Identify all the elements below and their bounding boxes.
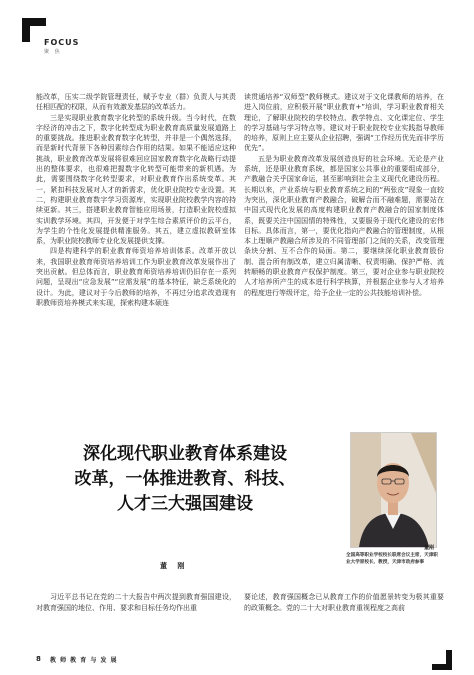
bottom-right-frame-mark xyxy=(432,650,452,670)
paragraph: 四是构建科学的职业教育师资培养培训体系。改革开放以来，我国职业教育师资培养培训工作为职业教育改革发展作出了突出贡献。但总体而言，职业教育师资培养培训仍旧存在一系列问题，呈现出“应急发展”“应需发展”的基本特征，缺乏系统化的设计。为此，建议对于今后教师的培养，不再过分追求改造现有职教师资培养模式来实现，探索构建本硕连 xyxy=(36,247,236,307)
article-title-line: 深化现代职业教育体系建设 xyxy=(83,444,287,464)
paragraph: 能改革，压实二级学院管理责任，赋予专业（群）负责人与其责任相匹配的权限，从而有效激发基层的改革活力。 xyxy=(36,93,236,112)
article-body-right xyxy=(244,592,444,613)
paragraph: 读贯通培养“双师型”教师模式。建议对于文化课教师的培养，在进入岗位前，应积极开展“职业教育+”培训，学习职业教育相关理论，了解职业院校的学校特点、教学特点、文化课定位、学生的学习基础与学习特点等。建议对于职业院校专业实践指导教师的培养，原则上应主要从企业招聘，强调“工作经历优先而非学历优先”。 xyxy=(244,93,444,153)
article-title-line: 改革，一体推进教育、科技、 xyxy=(74,469,296,489)
author-portrait-image xyxy=(351,433,436,547)
paragraph: 要论述，教育强国概念已从教育工作的价值愿景转变为极其重要的政策概念。党的二十大对职业教育重视程度之高前 xyxy=(244,593,444,612)
section-sub-label: 聚 焦 xyxy=(44,49,62,55)
article-title-line: 人才三大强国建设 xyxy=(117,494,253,514)
left-text-column xyxy=(36,92,236,308)
article-title xyxy=(40,442,330,517)
page-number: 8 xyxy=(36,655,41,663)
author-photo xyxy=(350,432,437,548)
article-body-left xyxy=(36,592,236,613)
section-label: FOCUS xyxy=(44,38,80,47)
magazine-name: 教 师 教 育 与 发 展 xyxy=(50,657,118,664)
photo-caption: 全国高等职业学校校长联席会议主席，天津职业大学原校长、教授，天津市政府参事 xyxy=(346,553,438,565)
right-text-column xyxy=(244,92,444,298)
top-left-frame-mark xyxy=(22,18,46,42)
paragraph: 三是实现职业教育数字化转型的系统升级。当今时代，在数字经济的冲击之下，数字化转型成为职业教育高质量发展道路上的重要挑战。推进职业教育数字化转型，并非是一个偶然选择，而是新时代背景下各种因素综合作用的结果。如果不能适应这种挑战，职业教育改革发展将很难回应国家教育数字化战略行动提出的整体要求，也很难把握数字化转型可能带来的新机遇。为此，需要围绕数字化转型要求，对职业教育作出系统变革。其一，紧扣科技发展对人才的新需求，优化职业院校专业设置。其二，构建职业教育数字学习资源库，实现职业院校教学内容的持续更新。其三，搭建职业教育智能应用场景，打造职业院校虚拟实训教学环境。其四，开发便于对学生综合素质评价的云平台，为学生的个性化发展提供精准服务。其五，建立虚拟教研室体系，为职业院校教师专业化发展提供支撑。 xyxy=(36,113,236,246)
article-author: 董 刚 xyxy=(160,562,189,570)
photo-name: 董刚 xyxy=(424,545,435,551)
paragraph: 习近平总书记在党的二十大报告中两次提到教育强国建设，对教育强国的地位、作用、要求和目标任务均作出重 xyxy=(36,593,236,612)
paragraph: 五是为职业教育改革发展创造良好的社会环境。无论是产业系统，还是职业教育系统，都是国家公共事业的重要组成部分，产教融合关乎国家命运，甚至影响到社会主义现代化建设历程。长期以来，产业系统与职业教育系统之间的“两张皮”现象一直较为突出，深化职业教育产教融合，破解合而不融难题，需要站在中国式现代化发展的高度构建职业教育产教融合的国家制度体系，既要关注中国国情的特殊性，又要服务于现代化建设的宏伟目标。具体而言，第一，要优化指向产教融合的管理制度，从根本上理顺产教融合所涉及的不同管理部门之间的关系，改变管理条块分割、互不合作的局面。第二，要继续深化职业教育股份制、混合所有制改革，建立归属清晰、权责明确、保护严格、流转顺畅的职业教育产权保护制度。第三，要对企业参与职业院校人才培养所产生的成本进行科学核算，并根据企业参与人才培养的程度进行等级评定，给予企业一定的公共技能培训补偿。 xyxy=(244,154,444,297)
